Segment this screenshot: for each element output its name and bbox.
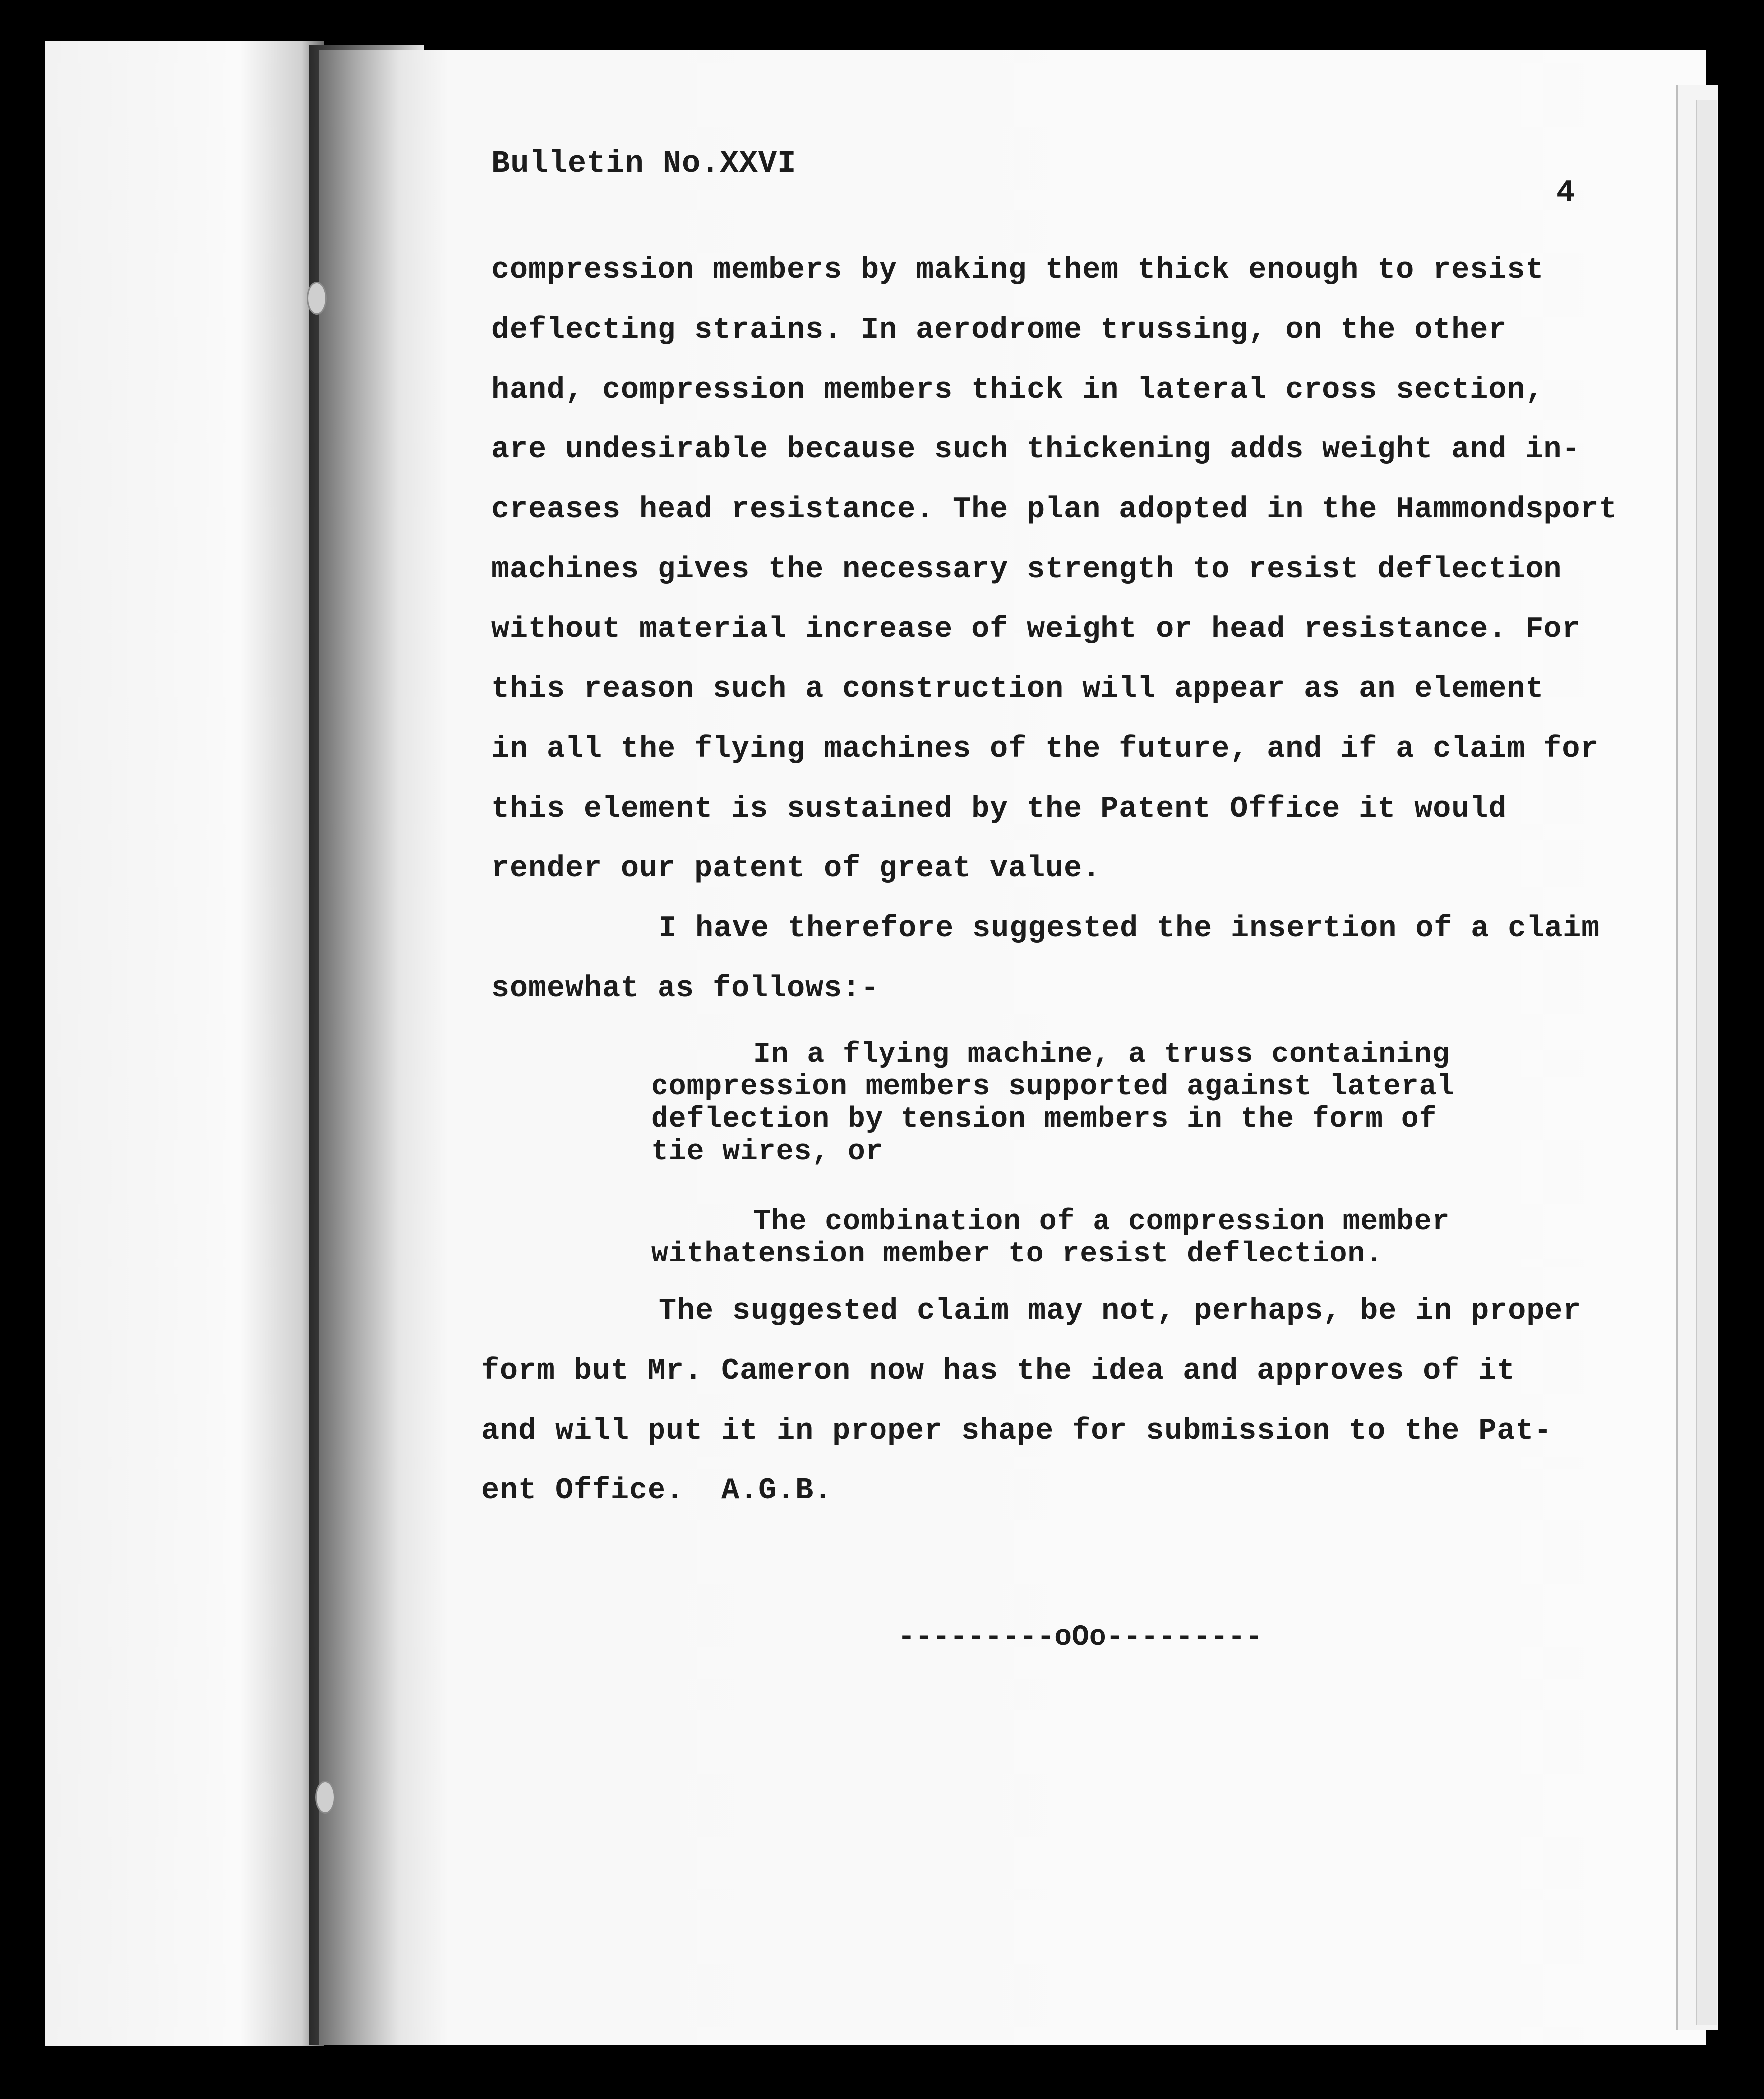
paragraph-line: The suggested claim may not, perhaps, be in proper bbox=[659, 1294, 1582, 1328]
claim-line: tie wires, or bbox=[651, 1136, 883, 1168]
paragraph-line: and will put it in proper shape for submission to the Pat- bbox=[481, 1414, 1552, 1448]
paragraph-line: machines gives the necessary strength to resist deflection bbox=[491, 553, 1562, 587]
claim-line: withatension member to resist deflection. bbox=[651, 1238, 1384, 1270]
punch-hole-bottom bbox=[315, 1781, 335, 1814]
paragraph-line: hand, compression members thick in lateral cross section, bbox=[491, 373, 1544, 407]
claim-line: In a flying machine, a truss containing bbox=[753, 1039, 1450, 1071]
paragraph-line: deflecting strains. In aerodrome trussing, on the other bbox=[491, 313, 1507, 347]
claim-line: The combination of a compression member bbox=[753, 1206, 1450, 1238]
paragraph-line: in all the flying machines of the future, and if a claim for bbox=[491, 732, 1599, 766]
section-divider: ---------oOo--------- bbox=[898, 1621, 1263, 1654]
paragraph-line: render our patent of great value. bbox=[491, 852, 1101, 886]
paragraph-line: without material increase of weight or head resistance. For bbox=[491, 613, 1581, 646]
page-number: 4 bbox=[1556, 175, 1576, 210]
paragraph-line: are undesirable because such thickening adds weight and in- bbox=[491, 433, 1581, 467]
claim-line: compression members supported against lateral bbox=[651, 1071, 1455, 1103]
bulletin-title: Bulletin No.XXVI bbox=[491, 146, 797, 181]
binder-sheet bbox=[45, 41, 324, 2046]
paragraph-line: somewhat as follows:- bbox=[491, 972, 880, 1006]
paragraph-line: creases head resistance. The plan adopted in the Hammondsport bbox=[491, 493, 1618, 527]
paragraph-line: ent Office. A.G.B. bbox=[481, 1474, 833, 1508]
punch-hole-top bbox=[307, 282, 327, 315]
paragraph-line: compression members by making them thick enough to resist bbox=[491, 253, 1544, 287]
paragraph-line: I have therefore suggested the insertion of a claim bbox=[659, 912, 1600, 946]
claim-line: deflection by tension members in the form of bbox=[651, 1103, 1437, 1136]
page-edge-back bbox=[1696, 100, 1717, 2025]
paragraph-line: this element is sustained by the Patent Office it would bbox=[491, 792, 1507, 826]
paragraph-line: form but Mr. Cameron now has the idea and approves of it bbox=[481, 1354, 1516, 1388]
paragraph-line: this reason such a construction will appear as an element bbox=[491, 672, 1544, 706]
